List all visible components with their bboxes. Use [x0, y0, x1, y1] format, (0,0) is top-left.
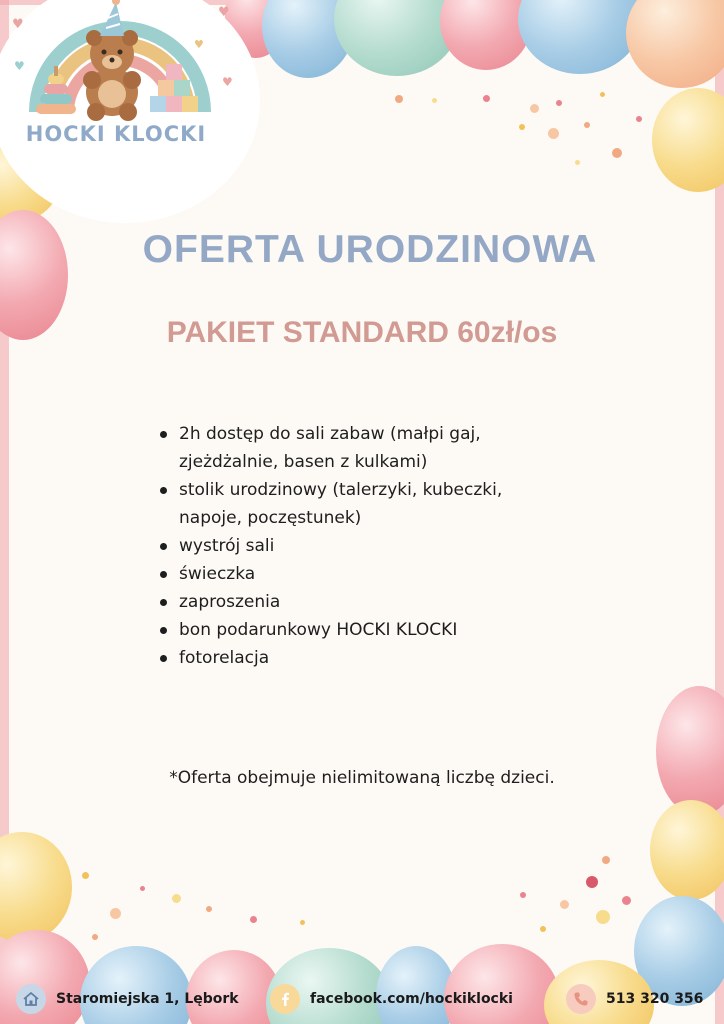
list-item-text: wystrój sali: [179, 536, 275, 556]
list-item: [154, 588, 574, 616]
confetti-dot: [636, 116, 642, 122]
confetti-dot: [530, 104, 539, 113]
confetti-dot: [519, 124, 525, 130]
confetti-dot: [110, 908, 121, 919]
balloon-peach: [626, 0, 724, 88]
footer-address: [16, 982, 239, 1016]
teddy-bear-rainbow-logo: [0, 0, 240, 124]
list-item: [154, 476, 574, 532]
confetti-dot: [395, 95, 403, 103]
svg-text:♥: ♥: [194, 38, 204, 51]
svg-text:♥: ♥: [218, 5, 230, 20]
balloon-yellow: [0, 832, 72, 942]
offer-list: [154, 420, 574, 672]
confetti-dot: [586, 876, 598, 888]
facebook-link[interactable]: facebook.com/hockiklocki: [310, 991, 513, 1007]
bullet: [160, 543, 167, 550]
confetti-dot: [250, 916, 257, 923]
facebook-icon: [270, 984, 300, 1014]
list-item-text: zaproszenia: [179, 592, 281, 612]
logo-badge: [0, 0, 260, 223]
confetti-dot: [92, 934, 98, 940]
list-item-text: stolik urodzinowy (talerzyki, kubeczki,: [179, 480, 503, 500]
confetti-dot: [560, 900, 569, 909]
balloon-yellow: [652, 88, 724, 192]
confetti-dot: [556, 100, 562, 106]
confetti-dot: [612, 148, 622, 158]
confetti-dot: [140, 886, 145, 891]
bullet: [160, 487, 167, 494]
offer-note: *Oferta obejmuje nielimitowaną liczbę dzieci.: [169, 768, 555, 788]
list-item: [154, 616, 574, 644]
list-item: [154, 420, 574, 476]
footer-facebook[interactable]: [270, 982, 513, 1016]
list-item: [154, 644, 574, 672]
list-item-text: napoje, poczęstunek): [179, 508, 362, 528]
balloon-yellow: [650, 800, 724, 900]
list-item-text: fotorelacja: [179, 648, 270, 668]
page-title: OFERTA URODZINOWA: [142, 228, 598, 271]
home-icon: [16, 984, 46, 1014]
svg-text:♥: ♥: [12, 17, 24, 32]
list-item-text: bon podarunkowy HOCKI KLOCKI: [179, 620, 458, 640]
confetti-dot: [602, 856, 610, 864]
balloon-pink: [656, 686, 724, 816]
confetti-dot: [596, 910, 610, 924]
svg-text:♥: ♥: [14, 59, 25, 73]
address-text: Staromiejska 1, Lębork: [56, 991, 239, 1007]
confetti-dot: [432, 98, 437, 103]
bullet: [160, 655, 167, 662]
confetti-dot: [206, 906, 212, 912]
confetti-dot: [172, 894, 181, 903]
bullet: [160, 571, 167, 578]
bullet: [160, 627, 167, 634]
confetti-dot: [483, 95, 490, 102]
phone-icon: [566, 984, 596, 1014]
list-item-text: świeczka: [179, 564, 256, 584]
list-item: [154, 560, 574, 588]
confetti-dot: [540, 926, 546, 932]
package-title: PAKIET STANDARD 60zł/os: [166, 316, 558, 349]
confetti-dot: [622, 896, 631, 905]
confetti-dot: [600, 92, 605, 97]
svg-text:♥: ♥: [222, 75, 233, 89]
list-item: [154, 532, 574, 560]
confetti-dot: [575, 160, 580, 165]
footer-phone[interactable]: [566, 982, 703, 1016]
confetti-dot: [584, 122, 590, 128]
bullet: [160, 599, 167, 606]
list-item-text: 2h dostęp do sali zabaw (małpi gaj,: [179, 424, 481, 444]
confetti-dot: [300, 920, 305, 925]
confetti-dot: [82, 872, 89, 879]
bullet: [160, 431, 167, 438]
confetti-dot: [548, 128, 559, 139]
phone-number[interactable]: 513 320 356: [606, 991, 704, 1007]
list-item-text: zjeżdżalnie, basen z kulkami): [179, 452, 428, 472]
logo-text: HOCKI KLOCKI: [25, 122, 207, 146]
balloon-blue: [518, 0, 642, 74]
confetti-dot: [520, 892, 526, 898]
